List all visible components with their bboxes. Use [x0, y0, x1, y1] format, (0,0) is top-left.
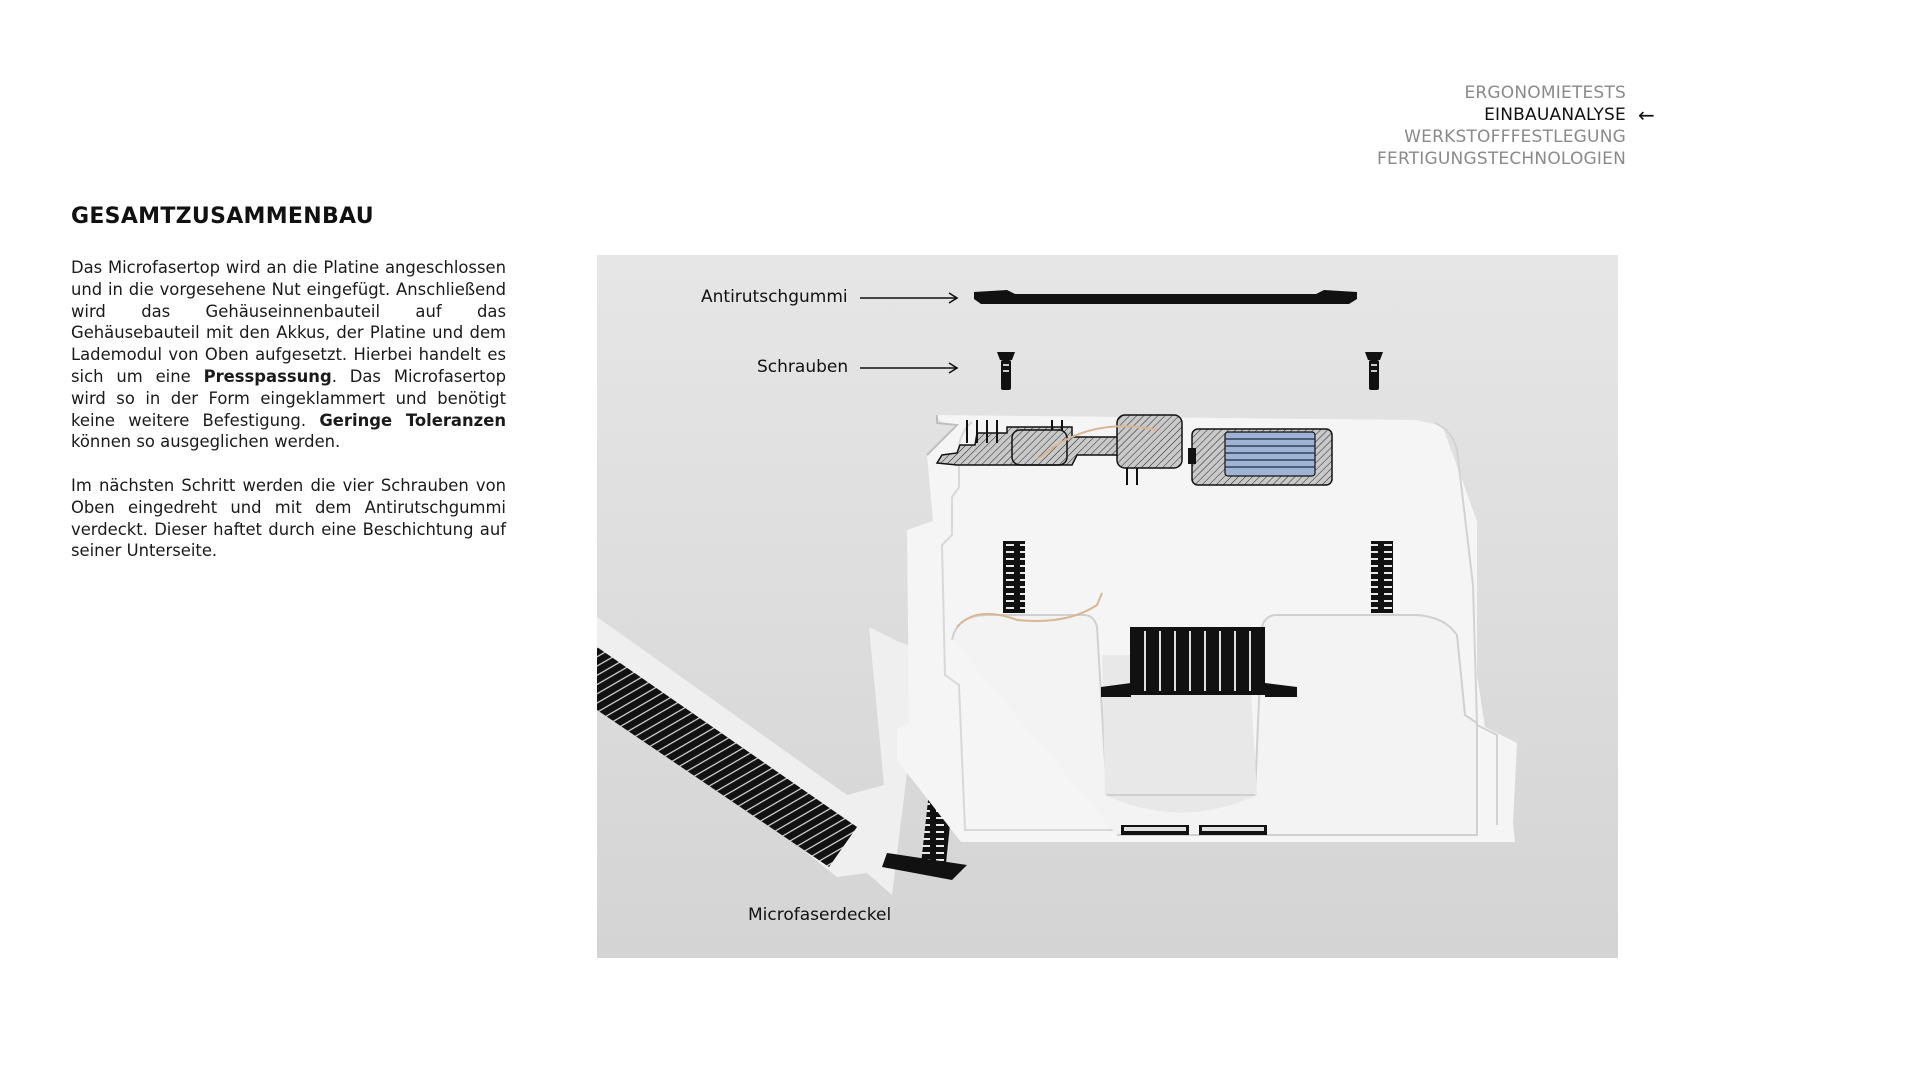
battery-pack	[1188, 429, 1332, 485]
screw-boss-left	[1003, 541, 1025, 613]
paragraph-screws: Im nächsten Schritt werden die vier Schrauben von Oben eingedreht und mit dem Antirutschgummi verdeckt. Dieser haftet durch eine Beschichtung auf seiner Unterseite.	[71, 475, 506, 561]
nav-item-ergonomietests[interactable]: ERGONOMIETESTS	[1464, 83, 1626, 103]
assembly-figure	[597, 255, 1618, 958]
text-run: . Das Microfasertop wird so in der Form eingeklammert und benötigt keine weitere Befestigung.	[71, 366, 506, 430]
nav-item-label: EINBAUANALYSE	[1484, 105, 1626, 125]
section-title: GESAMTZUSAMMENBAU	[71, 204, 374, 229]
label-antirutschgummi: Antirutschgummi	[701, 287, 848, 307]
emphasis-toleranzen: Geringe Toleranzen	[319, 410, 506, 430]
arrow-left-icon: ←	[1638, 103, 1655, 127]
emphasis-presspassung: Presspassung	[203, 366, 332, 386]
label-schrauben: Schrauben	[757, 357, 849, 377]
paragraph-assembly	[71, 257, 506, 453]
label-microfaserdeckel: Microfaserdeckel	[748, 905, 892, 925]
body-text	[71, 257, 506, 584]
nav-item-einbauanalyse[interactable]	[1377, 103, 1655, 127]
text-run: Das Microfasertop wird an die Platine angeschlossen und in die vorgesehene Nut eingefügt. Anschließend wird das Gehäuseinnenbauteil auf das Gehäusebauteil mit den Akkus, der Platine und dem Lademodul von Oben aufgesetzt. Hierbei handelt es sich um eine	[71, 258, 506, 386]
chapter-nav	[1377, 82, 1655, 170]
nav-item-fertigungstechnologien[interactable]: FERTIGUNGSTECHNOLOGIEN	[1377, 149, 1626, 169]
text-run: können so ausgeglichen werden.	[71, 432, 341, 452]
nav-item-werkstofffestlegung[interactable]: WERKSTOFFFESTLEGUNG	[1404, 127, 1626, 147]
exploded-section-drawing	[597, 255, 1618, 958]
screw-boss-right	[1371, 541, 1393, 613]
